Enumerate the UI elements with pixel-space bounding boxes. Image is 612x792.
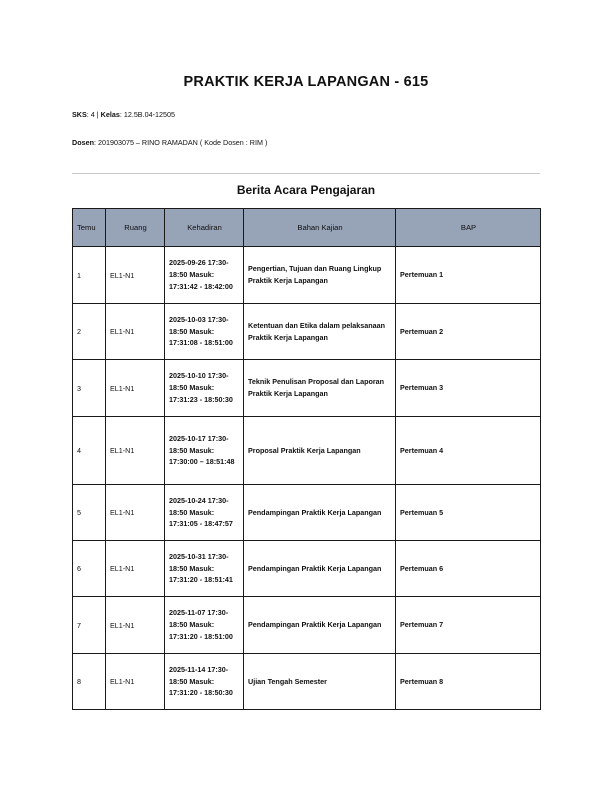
- cell-bahan-kajian: Ujian Tengah Semester: [244, 654, 396, 710]
- table-row: [73, 541, 541, 597]
- dosen-value: : 201903075 – RINO RAMADAN ( Kode Dosen : RIM ): [93, 138, 268, 147]
- course-title: PRAKTIK KERJA LAPANGAN - 615: [183, 74, 429, 90]
- cell-bap: Pertemuan 5: [396, 485, 541, 541]
- sks-value: : 4 |: [86, 110, 101, 119]
- cell-bahan-kajian: Ketentuan dan Etika dalam pelaksanaan Praktik Kerja Lapangan: [244, 304, 396, 360]
- cell-temu: 4: [73, 417, 106, 485]
- cell-bap: Pertemuan 8: [396, 654, 541, 710]
- cell-bap: Pertemuan 4: [396, 417, 541, 485]
- cell-bahan-kajian: Pendampingan Praktik Kerja Lapangan: [244, 485, 396, 541]
- cell-bap: Pertemuan 7: [396, 597, 541, 654]
- section-divider: [72, 173, 540, 174]
- header-ruang: Ruang: [106, 209, 165, 247]
- cell-bap: Pertemuan 1: [396, 247, 541, 304]
- cell-ruang: EL1-N1: [106, 541, 165, 597]
- cell-temu: 7: [73, 597, 106, 654]
- cell-ruang: EL1-N1: [106, 485, 165, 541]
- table-row: [73, 597, 541, 654]
- header-bahan-kajian: Bahan Kajian: [244, 209, 396, 247]
- section-title: Berita Acara Pengajaran: [236, 183, 376, 197]
- cell-kehadiran: 2025-11-14 17:30-18:50 Masuk: 17:31:20 - 18:50:30: [165, 654, 244, 710]
- table-row: [73, 247, 541, 304]
- cell-bahan-kajian: Pengertian, Tujuan dan Ruang Lingkup Praktik Kerja Lapangan: [244, 247, 396, 304]
- cell-ruang: EL1-N1: [106, 597, 165, 654]
- cell-bap: Pertemuan 6: [396, 541, 541, 597]
- cell-temu: 2: [73, 304, 106, 360]
- lecturer-info-line: [72, 138, 267, 147]
- table-header-row: [73, 209, 541, 247]
- cell-temu: 1: [73, 247, 106, 304]
- cell-ruang: EL1-N1: [106, 654, 165, 710]
- cell-temu: 3: [73, 360, 106, 417]
- cell-bahan-kajian: Proposal Praktik Kerja Lapangan: [244, 417, 396, 485]
- table-row: [73, 485, 541, 541]
- table-row: [73, 304, 541, 360]
- cell-kehadiran: 2025-10-24 17:30-18:50 Masuk: 17:31:05 - 18:47:57: [165, 485, 244, 541]
- sks-label: SKS: [72, 110, 87, 119]
- table-row: [73, 654, 541, 710]
- header-bap: BAP: [396, 209, 541, 247]
- table-row: [73, 417, 541, 485]
- cell-ruang: EL1-N1: [106, 304, 165, 360]
- cell-ruang: EL1-N1: [106, 247, 165, 304]
- cell-kehadiran: 2025-10-10 17:30-18:50 Masuk: 17:31:23 - 18:50:30: [165, 360, 244, 417]
- kelas-label: Kelas: [100, 110, 120, 119]
- cell-temu: 6: [73, 541, 106, 597]
- teaching-record-table: [72, 208, 541, 710]
- cell-ruang: EL1-N1: [106, 417, 165, 485]
- cell-kehadiran: 2025-11-07 17:30-18:50 Masuk: 17:31:20 - 18:51:00: [165, 597, 244, 654]
- cell-bahan-kajian: Pendampingan Praktik Kerja Lapangan: [244, 541, 396, 597]
- cell-temu: 5: [73, 485, 106, 541]
- cell-kehadiran: 2025-10-17 17:30-18:50 Masuk: 17:30:00 – 18:51:48: [165, 417, 244, 485]
- course-info-line: [72, 110, 175, 119]
- cell-temu: 8: [73, 654, 106, 710]
- cell-bap: Pertemuan 3: [396, 360, 541, 417]
- cell-kehadiran: 2025-10-31 17:30-18:50 Masuk: 17:31:20 - 18:51:41: [165, 541, 244, 597]
- cell-kehadiran: 2025-09-26 17:30-18:50 Masuk: 17:31:42 - 18:42:00: [165, 247, 244, 304]
- cell-bap: Pertemuan 2: [396, 304, 541, 360]
- table-row: [73, 360, 541, 417]
- cell-ruang: EL1-N1: [106, 360, 165, 417]
- header-kehadiran: Kehadiran: [165, 209, 244, 247]
- kelas-value: : 12.5B.04-12505: [119, 110, 175, 119]
- cell-bahan-kajian: Pendampingan Praktik Kerja Lapangan: [244, 597, 396, 654]
- header-temu: Temu: [73, 209, 106, 247]
- cell-bahan-kajian: Teknik Penulisan Proposal dan Laporan Praktik Kerja Lapangan: [244, 360, 396, 417]
- dosen-label: Dosen: [72, 138, 94, 147]
- cell-kehadiran: 2025-10-03 17:30-18:50 Masuk: 17:31:08 - 18:51:00: [165, 304, 244, 360]
